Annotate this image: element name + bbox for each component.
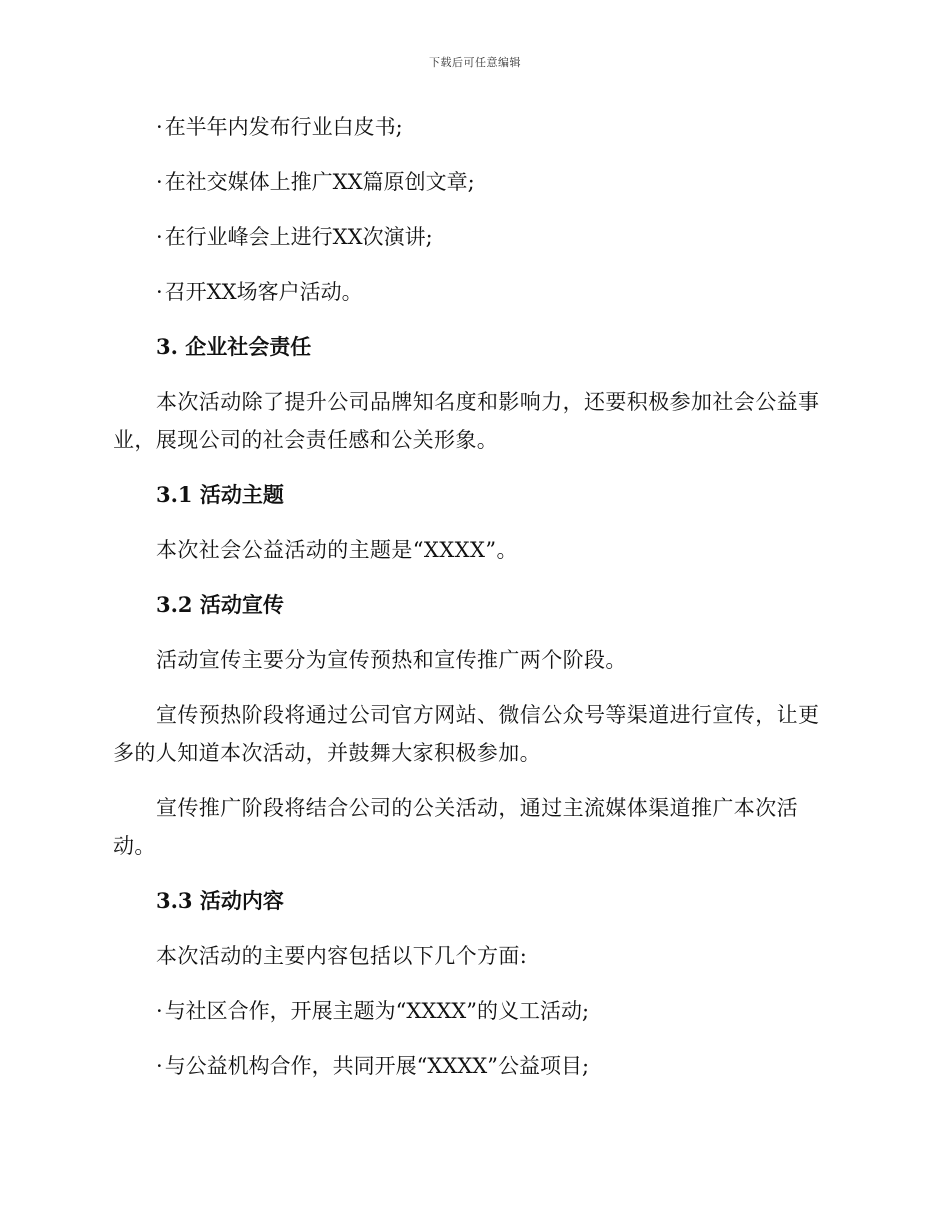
document-body xyxy=(113,108,833,1102)
paragraph: 宣传预热阶段将通过公司官方网站、微信公众号等渠道进行宣传，让更多的人知道本次活动，并鼓舞大家积极参加。 xyxy=(113,703,820,765)
paragraph: 本次社会公益活动的主题是“XXXX”。 xyxy=(156,538,518,562)
bullet-item xyxy=(113,218,833,256)
bullet-text: 与社区合作，开展主题为“XXXX”的义工活动; xyxy=(164,999,590,1023)
paragraph: 本次活动的主要内容包括以下几个方面: xyxy=(156,944,528,968)
bullet-item xyxy=(113,1047,833,1085)
bullet-marker: · xyxy=(156,170,163,194)
page-header: 下载后可任意编辑 xyxy=(429,56,521,69)
bullet-text: 与公益机构合作，共同开展“XXXX”公益项目; xyxy=(164,1054,590,1078)
bullet-marker: · xyxy=(156,999,163,1023)
bullet-item xyxy=(113,992,833,1030)
bullet-item xyxy=(113,273,833,311)
bullet-marker: · xyxy=(156,280,163,304)
bullet-marker: · xyxy=(156,225,163,249)
bullet-text: 在行业峰会上进行XX次演讲; xyxy=(164,225,433,249)
bullet-text: 在社交媒体上推广XX篇原创文章; xyxy=(164,170,475,194)
section-heading: 3.3 活动内容 xyxy=(156,888,284,913)
bullet-marker: · xyxy=(156,115,163,139)
bullet-marker: · xyxy=(156,1054,163,1078)
section-heading: 3.1 活动主题 xyxy=(156,482,284,507)
bullet-item xyxy=(113,163,833,201)
bullet-item xyxy=(113,108,833,146)
section-heading: 3. 企业社会责任 xyxy=(156,334,312,359)
section-heading: 3.2 活动宣传 xyxy=(156,592,284,617)
bullet-text: 召开XX场客户活动。 xyxy=(164,280,363,304)
paragraph: 宣传推广阶段将结合公司的公关活动，通过主流媒体渠道推广本次活动。 xyxy=(113,796,798,858)
paragraph: 活动宣传主要分为宣传预热和宣传推广两个阶段。 xyxy=(156,648,627,672)
paragraph: 本次活动除了提升公司品牌知名度和影响力，还要积极参加社会公益事业，展现公司的社会责任感和公关形象。 xyxy=(113,390,820,452)
bullet-text: 在半年内发布行业白皮书; xyxy=(164,115,403,139)
